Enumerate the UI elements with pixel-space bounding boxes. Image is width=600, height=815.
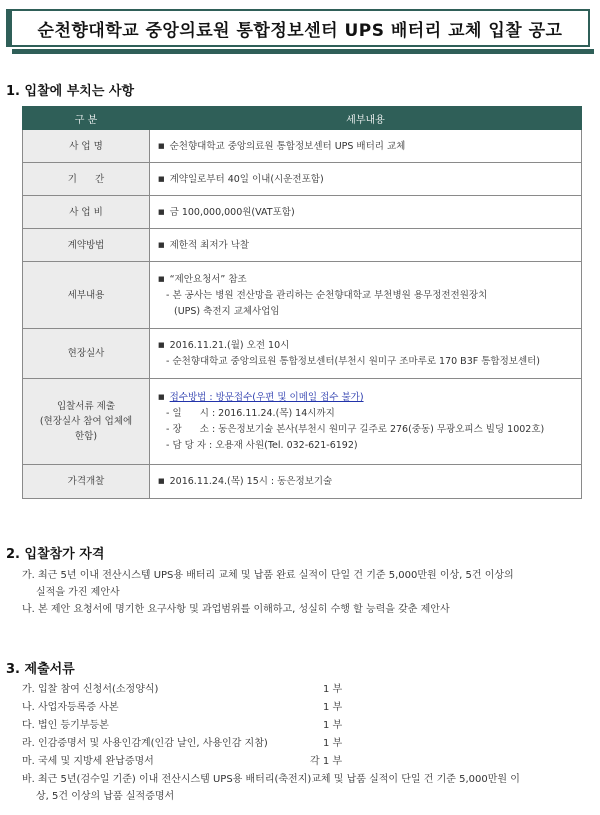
col-label-header: 구 분 — [23, 107, 150, 130]
bullet-icon: ■ — [158, 477, 165, 485]
doc-item-text: 마. 국세 및 지방세 완납증명서 — [22, 756, 154, 767]
list-item — [22, 753, 592, 771]
table-row — [23, 163, 582, 196]
row-sub-text: - 담 당 자 : 오용재 사원(Tel. 032-621-6192) — [166, 440, 358, 451]
doc-item-count: 1 부 — [323, 720, 343, 731]
row-label-line: (현장실사 참여 업체에 — [39, 416, 133, 427]
doc-item-count: 1 부 — [323, 702, 343, 713]
page-title: 순천향대학교 중앙의료원 통합정보센터 UPS 배터리 교체 입찰 공고 — [37, 20, 563, 41]
row-label: 기 간 — [23, 163, 150, 196]
row-sub-text: - 순천향대학교 중앙의료원 통합정보센터(부천시 원미구 조마루로 170 B3F 통합정보센터) — [166, 356, 540, 367]
doc-item-count: 1 부 — [323, 684, 343, 695]
row-value — [150, 196, 582, 229]
row-value — [150, 130, 582, 163]
section3-heading: 3. 제출서류 — [6, 662, 75, 677]
row-sub-text: (UPS) 축전지 교체사업임 — [174, 305, 280, 317]
table-row — [23, 379, 582, 465]
row-label: 세부내용 — [23, 262, 150, 329]
doc-item-count: 1 부 — [323, 738, 343, 749]
qualification-paragraph — [22, 567, 592, 618]
bullet-icon: ■ — [158, 393, 165, 401]
table-row — [23, 196, 582, 229]
section2-heading: 2. 입찰참가 자격 — [6, 547, 105, 562]
section1-heading: 1. 입찰에 부치는 사항 — [6, 84, 135, 99]
doc-item-text: 다. 법인 등기부등본 — [22, 720, 109, 731]
row-value — [150, 262, 582, 329]
title-box — [6, 9, 590, 47]
row-label — [23, 379, 150, 465]
doc-item-text: 라. 인감증명서 및 사용인감계(인감 날인, 사용인감 지참) — [22, 738, 268, 749]
row-sub-text: - 본 공사는 병원 전산망을 관리하는 순천향대학교 부천병원 용무정전전원장치 — [166, 289, 488, 301]
list-item — [22, 717, 592, 735]
row-value — [150, 329, 582, 379]
row-value-text: 금 100,000,000원(VAT포함) — [169, 206, 295, 218]
row-label: 사 업 비 — [23, 196, 150, 229]
list-item — [22, 681, 592, 699]
table-row — [23, 229, 582, 262]
table-row — [23, 465, 582, 499]
qualification-item: 가. 최근 5년 이내 전산시스템 UPS용 배터리 교체 및 납품 완료 실적이 단일 건 기준 5,000만원 이상, 5건 이상의 — [22, 570, 514, 581]
bullet-icon: ■ — [158, 141, 165, 150]
info-table — [22, 106, 582, 499]
row-value — [150, 379, 582, 465]
doc-item-text: 바. 최근 5년(검수일 기준) 이내 전산시스템 UPS용 배터리(축전지)교체 및 납품 실적이 단일 건 기준 5,000만원 이 — [22, 774, 520, 785]
qualification-item-cont: 실적을 가진 제안사 — [36, 587, 120, 598]
row-value — [150, 229, 582, 262]
row-value — [150, 465, 582, 499]
table-header-row — [23, 107, 582, 130]
row-value-text: 2016.11.21.(월) 오전 10시 — [169, 340, 290, 351]
row-value-text: 계약일로부터 40일 이내(시운전포함) — [169, 173, 324, 185]
row-label-line: 입찰서류 제출 — [56, 401, 116, 412]
doc-item-text: 나. 사업자등록증 사본 — [22, 702, 119, 713]
qualification-item: 나. 본 제안 요청서에 명기한 요구사항 및 과업범위를 이해하고, 성실히 수행 할 능력을 갖춘 제안사 — [22, 604, 450, 615]
list-item — [22, 771, 592, 805]
row-value-text: 순천향대학교 중앙의료원 통합정보센터 UPS 배터리 교체 — [169, 140, 406, 152]
doc-item-count: 각 1 부 — [310, 756, 343, 767]
doc-item-text: 가. 입찰 참여 신청서(소정양식) — [22, 684, 159, 695]
bullet-icon: ■ — [158, 240, 165, 249]
bullet-icon: ■ — [158, 207, 165, 216]
bullet-icon: ■ — [158, 174, 165, 183]
submission-method-text: 접수방법 : 방문접수(우편 및 이메일 접수 불가) — [169, 392, 364, 403]
table-row — [23, 130, 582, 163]
row-sub-text: - 장 소 : 동은정보기술 본사(부천시 원미구 길주로 276(중동) 무광오피스 빌딩 1002호) — [166, 424, 545, 435]
col-detail-header: 세부내용 — [150, 107, 582, 130]
document-list — [22, 681, 592, 805]
table-row — [23, 329, 582, 379]
doc-item-text-cont: 상, 5건 이상의 납품 실적증명서 — [36, 791, 175, 802]
row-label-line: 한함) — [74, 431, 98, 442]
row-value — [150, 163, 582, 196]
list-item — [22, 699, 592, 717]
row-label: 가격개찰 — [23, 465, 150, 499]
row-label: 현장실사 — [23, 329, 150, 379]
row-value-text: “제안요청서” 참조 — [169, 273, 247, 285]
table-row — [23, 262, 582, 329]
bullet-icon: ■ — [158, 341, 165, 349]
row-value-text: 제한적 최저가 낙찰 — [169, 239, 250, 251]
row-label: 계약방법 — [23, 229, 150, 262]
title-shadow — [12, 49, 594, 54]
row-value-text: 2016.11.24.(목) 15시 : 동은정보기술 — [169, 476, 333, 487]
list-item — [22, 735, 592, 753]
bullet-icon: ■ — [158, 274, 165, 283]
row-sub-text: - 일 시 : 2016.11.24.(목) 14시까지 — [166, 408, 335, 419]
row-label: 사 업 명 — [23, 130, 150, 163]
